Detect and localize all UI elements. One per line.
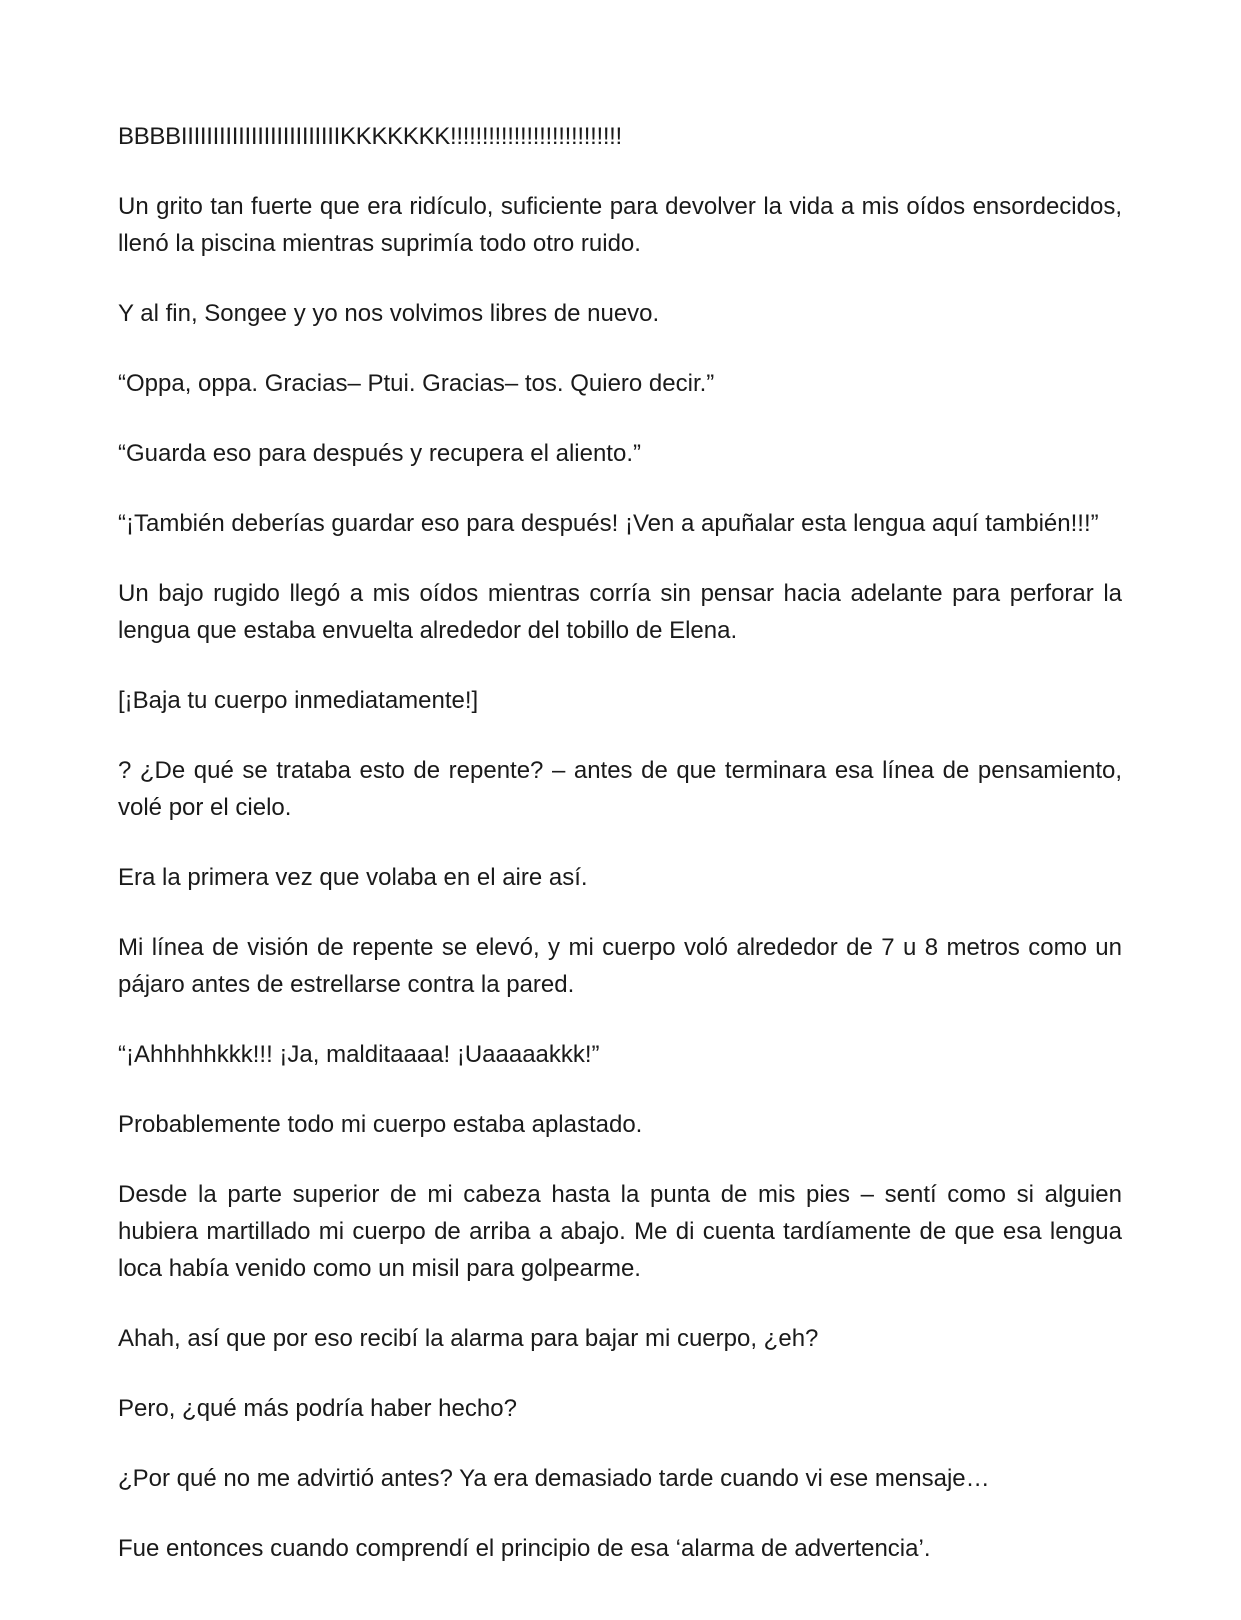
paragraph-14: Desde la parte superior de mi cabeza hasta la punta de mis pies – sentí como si alguien hubiera martillado mi cuerpo de arriba a abajo. Me di cuenta tardíamente de que esa lengua loca había venido como un misil para golpearme.	[118, 1181, 1122, 1282]
paragraph-11: Mi línea de visión de repente se elevó, y mi cuerpo voló alrededor de 7 u 8 metros como un pájaro antes de estrellarse contra la pared.	[118, 934, 1122, 998]
paragraph-16: Pero, ¿qué más podría haber hecho?	[118, 1395, 517, 1422]
paragraph-13: Probablemente todo mi cuerpo estaba aplastado.	[118, 1111, 643, 1138]
paragraph-5: “Guarda eso para después y recupera el aliento.”	[118, 440, 641, 467]
paragraph-1: BBBBIIIIIIIIIIIIIIIIIIIIIIIIIKKKKKKK!!!!!!!!!!!!!!!!!!!!!!!!!!!	[118, 123, 622, 150]
paragraph-10: Era la primera vez que volaba en el aire así.	[118, 864, 588, 891]
paragraph-18: Fue entonces cuando comprendí el principio de esa ‘alarma de advertencia’.	[118, 1535, 931, 1562]
document-page	[118, 118, 1122, 1567]
paragraph-9: ? ¿De qué se trataba esto de repente? – antes de que terminara esa línea de pensamiento, volé por el cielo.	[118, 757, 1122, 821]
paragraph-8: [¡Baja tu cuerpo inmediatamente!]	[118, 687, 479, 714]
paragraph-2: Un grito tan fuerte que era ridículo, suficiente para devolver la vida a mis oídos ensordecidos, llenó la piscina mientras suprimía todo otro ruido.	[118, 193, 1122, 257]
paragraph-7: Un bajo rugido llegó a mis oídos mientras corría sin pensar hacia adelante para perforar la lengua que estaba envuelta alrededor del tobillo de Elena.	[118, 580, 1122, 644]
paragraph-12: “¡Ahhhhhkkk!!! ¡Ja, malditaaaa! ¡Uaaaaakkk!”	[118, 1041, 600, 1068]
paragraph-15: Ahah, así que por eso recibí la alarma para bajar mi cuerpo, ¿eh?	[118, 1325, 819, 1352]
paragraph-4: “Oppa, oppa. Gracias– Ptui. Gracias– tos. Quiero decir.”	[118, 370, 715, 397]
paragraph-17: ¿Por qué no me advirtió antes? Ya era demasiado tarde cuando vi ese mensaje…	[118, 1465, 990, 1492]
paragraph-6: “¡También deberías guardar eso para después! ¡Ven a apuñalar esta lengua aquí también!!!”	[118, 510, 1099, 537]
paragraph-3: Y al fin, Songee y yo nos volvimos libres de nuevo.	[118, 300, 660, 327]
